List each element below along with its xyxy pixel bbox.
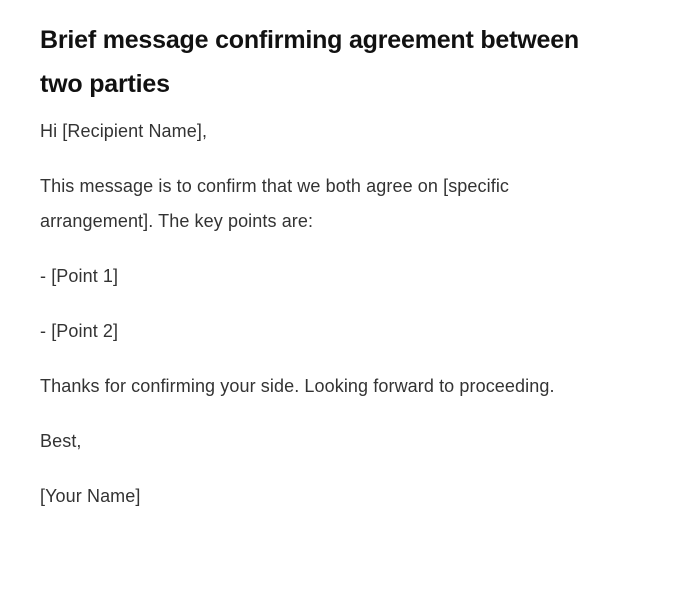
signature-paragraph: [Your Name]	[40, 486, 141, 506]
greeting-paragraph: Hi [Recipient Name],	[40, 121, 208, 141]
intro-paragraph: This message is to confirm that we both agree on [specific arrangement]. The key points are:	[40, 176, 510, 231]
bullet-point-2: - [Point 2]	[40, 321, 119, 341]
page-title: Brief message confirming agreement between two parties	[40, 26, 579, 98]
closing-paragraph: Thanks for confirming your side. Looking forward to proceeding.	[40, 376, 555, 396]
bullet-point-1: - [Point 1]	[40, 266, 119, 286]
signoff-paragraph: Best,	[40, 431, 82, 451]
message-body	[40, 114, 660, 514]
